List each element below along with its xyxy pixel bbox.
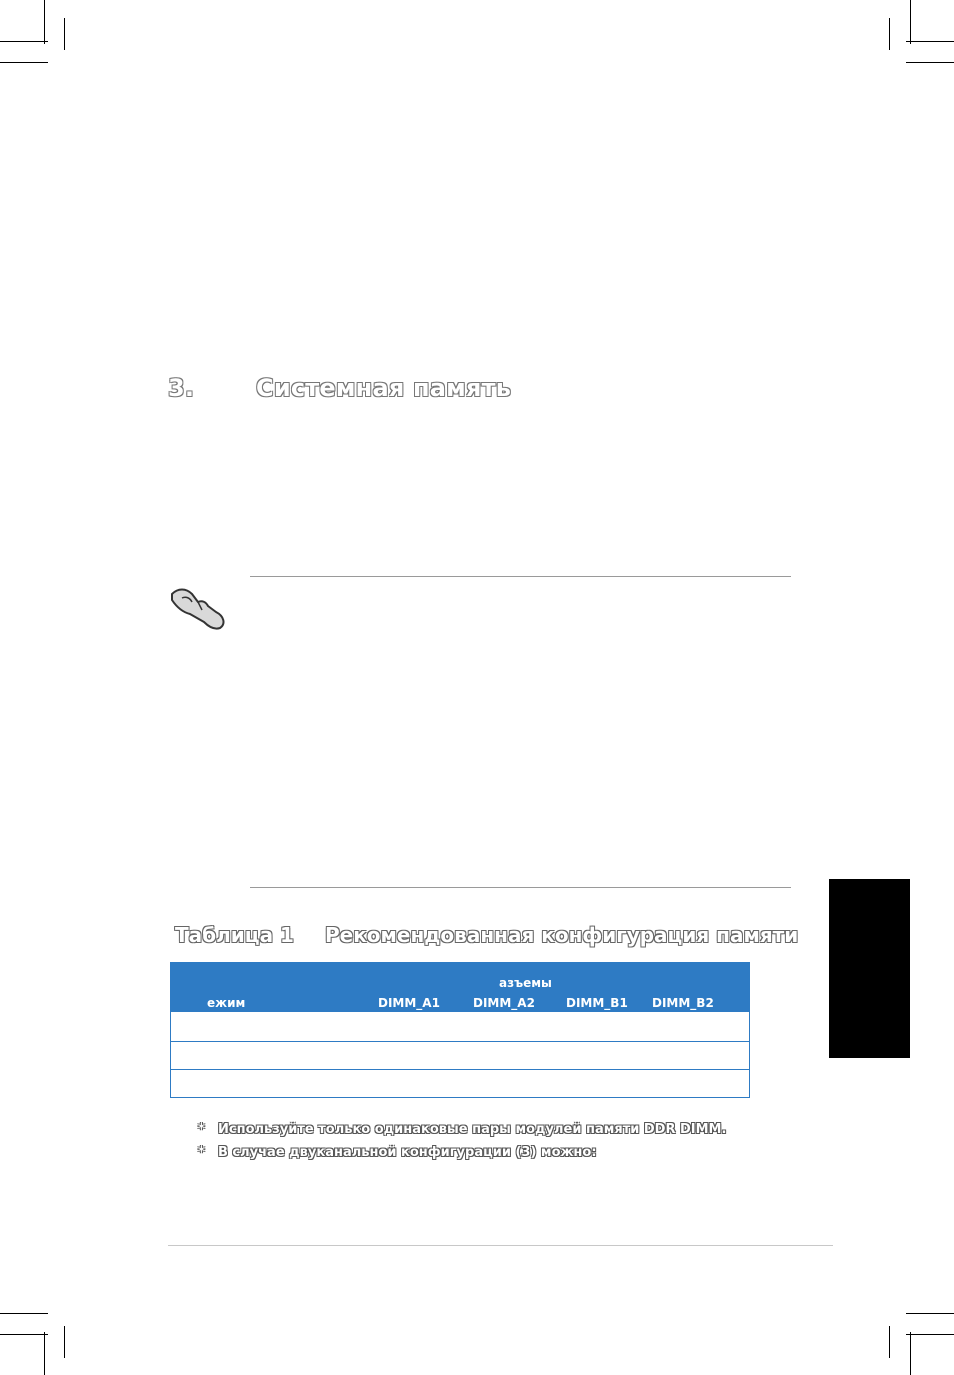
memory-config-table xyxy=(170,962,750,1098)
section-title: Системная память xyxy=(256,374,512,402)
side-tab xyxy=(829,879,910,1058)
section-heading xyxy=(168,374,511,402)
note-top-rule xyxy=(250,576,791,577)
footer-rule xyxy=(168,1245,833,1246)
header-col-2: DIMM_A2 xyxy=(473,996,535,1010)
header-col-4: DIMM_B2 xyxy=(652,996,714,1010)
section-number: 3. xyxy=(168,374,195,402)
note-bottom-rule xyxy=(250,887,791,888)
footnote-mark: * xyxy=(198,1145,205,1160)
footnote-text: В случае двуканальной конфигурации (3) можно: xyxy=(218,1145,597,1160)
header-col-1: DIMM_A1 xyxy=(378,996,440,1010)
table-label: Таблица 1 xyxy=(175,923,294,947)
footnote-2 xyxy=(198,1145,597,1160)
header-mode: ежим xyxy=(207,996,246,1010)
table-row-divider xyxy=(171,1069,749,1070)
header-group: азъемы xyxy=(499,976,552,990)
table-title: Рекомендованная конфигурация памяти xyxy=(325,923,799,947)
table-row-divider xyxy=(171,1041,749,1042)
footnote-1 xyxy=(198,1122,726,1137)
table-caption xyxy=(175,923,798,947)
header-col-3: DIMM_B1 xyxy=(566,996,628,1010)
table-header xyxy=(171,963,749,1012)
pointing-hand-icon xyxy=(168,584,228,630)
footnote-mark: * xyxy=(198,1122,205,1137)
footnote-text: Используйте только одинаковые пары модулей памяти DDR DIMM. xyxy=(218,1122,727,1137)
